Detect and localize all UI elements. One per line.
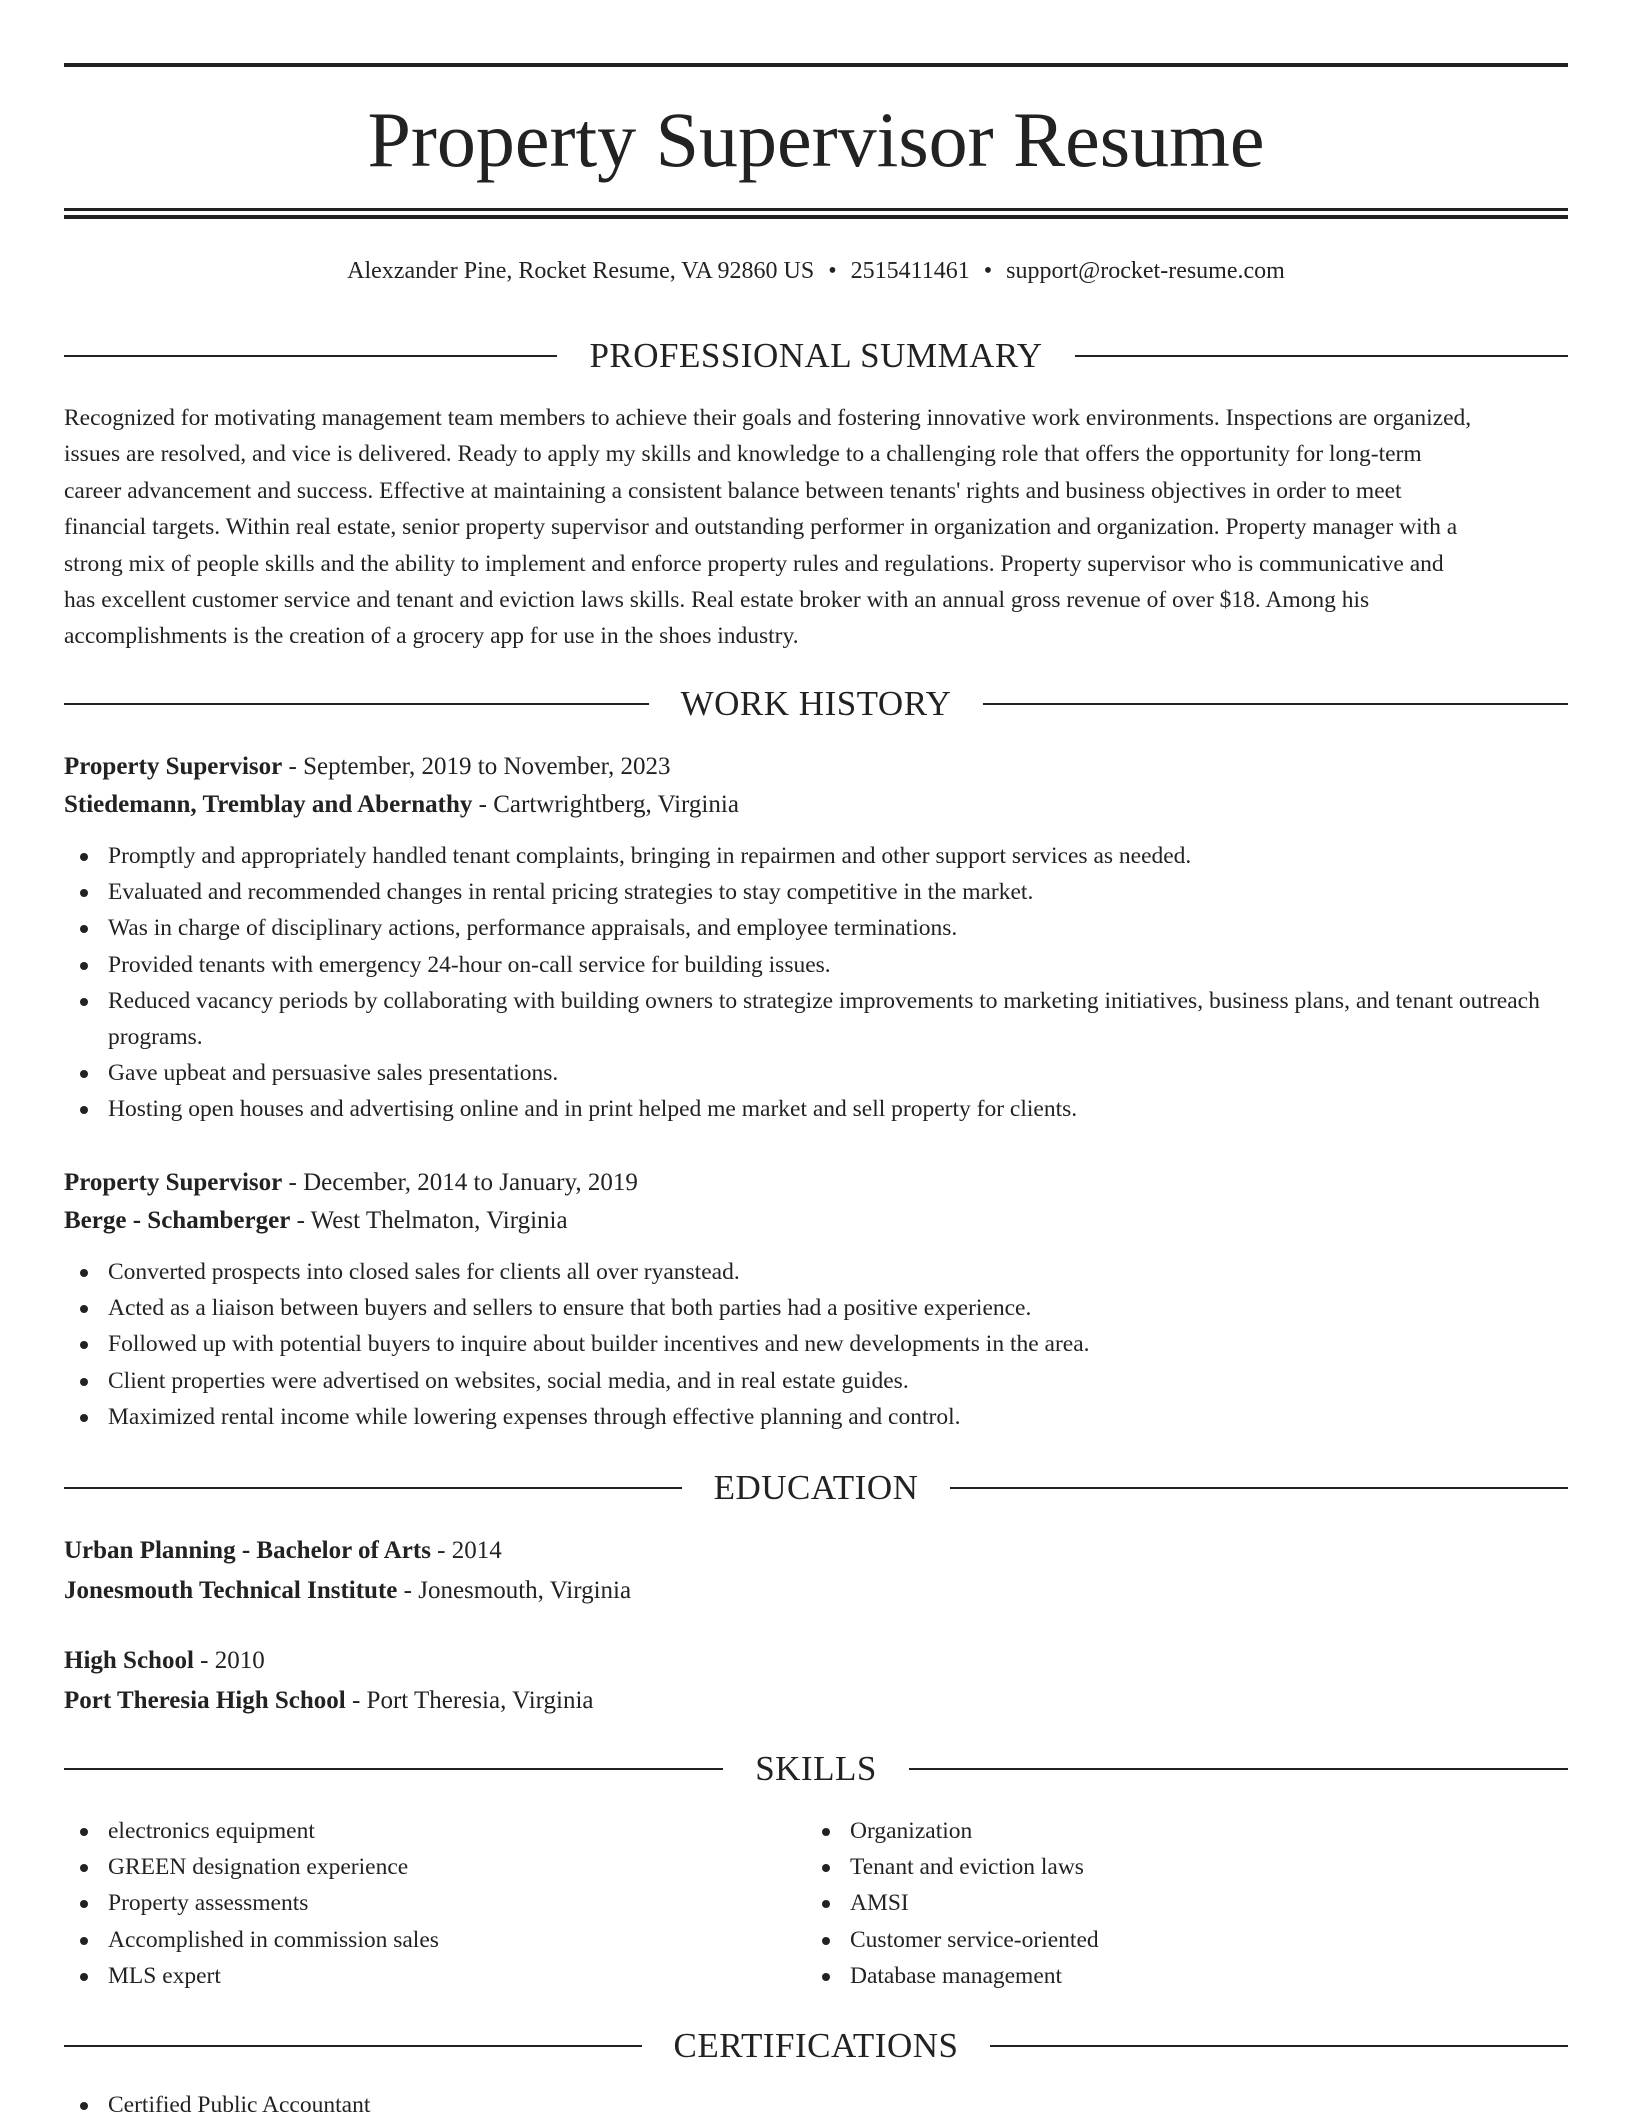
- list-item: Provided tenants with emergency 24-hour on-call service for building issues.: [64, 947, 1568, 983]
- job-title-line: [64, 1164, 1568, 1202]
- contact-email: support@rocket-resume.com: [1006, 258, 1285, 284]
- school-line: [64, 1572, 1568, 1610]
- job-dates: - September, 2019 to November, 2023: [282, 753, 671, 780]
- summary-line: career advancement and success. Effective at maintaining a consistent balance between tenants' rights and business objectives in order to meet: [64, 477, 1402, 504]
- list-item: Maximized rental income while lowering expenses through effective planning and control.: [64, 1399, 1568, 1435]
- degree: Urban Planning - Bachelor of Arts: [64, 1537, 431, 1564]
- list-item: Client properties were advertised on websites, social media, and in real estate guides.: [64, 1363, 1568, 1399]
- job-dates: - December, 2014 to January, 2019: [282, 1169, 638, 1196]
- contact-line: [64, 254, 1568, 288]
- section-heading-summary: [64, 334, 1568, 378]
- certifications-list: [64, 2087, 1568, 2123]
- list-item: Certified Public Accountant: [64, 2087, 1568, 2123]
- heading-rule: [983, 703, 1568, 705]
- heading-rule: [1075, 355, 1568, 357]
- list-item: Promptly and appropriately handled tenant complaints, bringing in repairmen and other support services as needed.: [64, 838, 1568, 874]
- job-title: Property Supervisor: [64, 753, 283, 780]
- job-location: - West Thelmaton, Virginia: [290, 1207, 568, 1234]
- heading-rule: [64, 355, 557, 357]
- degree-year: - 2014: [430, 1537, 502, 1564]
- summary-paragraph: [64, 400, 1568, 655]
- skills-list-left: [64, 1813, 806, 1994]
- list-item: Converted prospects into closed sales for clients all over ryanstead.: [64, 1254, 1568, 1290]
- summary-line: Recognized for motivating management team members to achieve their goals and fostering innovative work environments. Inspections are organized,: [64, 405, 1472, 431]
- title-double-rule: [64, 208, 1568, 219]
- contact-separator: •: [828, 258, 837, 284]
- job-entry: [64, 748, 1568, 1128]
- heading-rule: [64, 2045, 642, 2047]
- heading-rule: [990, 2045, 1568, 2047]
- summary-line: financial targets. Within real estate, senior property supervisor and outstanding performer in organization and organization. Property manager with a: [64, 514, 1458, 541]
- school-location: - Jonesmouth, Virginia: [397, 1577, 632, 1604]
- heading-rule: [950, 1487, 1568, 1489]
- list-item: Accomplished in commission sales: [64, 1922, 806, 1958]
- list-item: electronics equipment: [64, 1813, 806, 1849]
- list-item: Tenant and eviction laws: [806, 1849, 1548, 1885]
- list-item: GREEN designation experience: [64, 1849, 806, 1885]
- certifications-block: [64, 2087, 1568, 2123]
- job-title: Property Supervisor: [64, 1169, 283, 1196]
- degree-line: [64, 1532, 1568, 1570]
- skills-list-right: [806, 1813, 1548, 1994]
- section-title: SKILLS: [755, 1749, 877, 1788]
- summary-line: strong mix of people skills and the ability to implement and enforce property rules and regulations. Property supervisor who is communicative and: [64, 550, 1444, 577]
- heading-rule: [64, 1487, 682, 1489]
- list-item: Evaluated and recommended changes in rental pricing strategies to stay competitive in the market.: [64, 874, 1568, 910]
- section-heading-skills: [64, 1747, 1568, 1791]
- list-item: MLS expert: [64, 1958, 806, 1994]
- school-line: [64, 1682, 1568, 1720]
- list-item: Customer service-oriented: [806, 1922, 1548, 1958]
- top-rule: [64, 63, 1568, 67]
- skills-columns: [64, 1813, 1568, 1994]
- job-company-line: [64, 1202, 1568, 1240]
- degree-year: - 2010: [193, 1647, 265, 1674]
- school-location: - Port Theresia, Virginia: [345, 1687, 594, 1714]
- job-bullet-list: [64, 838, 1568, 1128]
- job-company: Stiedemann, Tremblay and Abernathy: [64, 791, 473, 818]
- section-title: CERTIFICATIONS: [673, 2026, 959, 2065]
- summary-line: has excellent customer service and tenant and eviction laws skills. Real estate broker with an annual gross revenue of over $18. Among his: [64, 587, 1370, 614]
- list-item: Acted as a liaison between buyers and sellers to ensure that both parties had a positive experience.: [64, 1290, 1568, 1326]
- list-item: Followed up with potential buyers to inquire about builder incentives and new developments in the area.: [64, 1326, 1568, 1362]
- section-heading-education: [64, 1466, 1568, 1510]
- education-entry: [64, 1532, 1568, 1610]
- heading-rule: [64, 703, 649, 705]
- contact-address: Alexzander Pine, Rocket Resume, VA 92860 US: [347, 258, 815, 284]
- job-location: - Cartwrightberg, Virginia: [472, 791, 739, 818]
- education-entry: [64, 1642, 1568, 1720]
- list-item: Reduced vacancy periods by collaborating with building owners to strategize improvements to marketing initiatives, business plans, and tenant outreach programs.: [64, 983, 1568, 1055]
- heading-rule: [909, 1768, 1568, 1770]
- summary-line: accomplishments is the creation of a grocery app for use in the shoes industry.: [64, 623, 799, 650]
- list-item: Organization: [806, 1813, 1548, 1849]
- heading-rule: [64, 1768, 723, 1770]
- section-title: EDUCATION: [713, 1468, 919, 1507]
- contact-phone: 2515411461: [850, 258, 970, 284]
- list-item: Hosting open houses and advertising online and in print helped me market and sell property for clients.: [64, 1091, 1568, 1127]
- degree-line: [64, 1642, 1568, 1680]
- list-item: Property assessments: [64, 1885, 806, 1921]
- section-title: WORK HISTORY: [680, 684, 952, 723]
- section-heading-work: [64, 682, 1568, 726]
- job-title-line: [64, 748, 1568, 786]
- school: Jonesmouth Technical Institute: [64, 1577, 398, 1604]
- job-company: Berge - Schamberger: [64, 1207, 291, 1234]
- page-title: Property Supervisor Resume: [367, 96, 1265, 183]
- school: Port Theresia High School: [64, 1687, 346, 1714]
- list-item: Gave upbeat and persuasive sales presentations.: [64, 1055, 1568, 1091]
- list-item: AMSI: [806, 1885, 1548, 1921]
- section-title: PROFESSIONAL SUMMARY: [589, 336, 1043, 375]
- list-item: Database management: [806, 1958, 1548, 1994]
- list-item: Was in charge of disciplinary actions, performance appraisals, and employee terminations.: [64, 910, 1568, 946]
- contact-separator: •: [983, 258, 993, 284]
- degree: High School: [64, 1647, 194, 1674]
- summary-line: issues are resolved, and vice is delivered. Ready to apply my skills and knowledge to a challenging role that offers the opportunity for long-term: [64, 441, 1422, 468]
- job-company-line: [64, 786, 1568, 824]
- job-bullet-list: [64, 1254, 1568, 1435]
- job-entry: [64, 1164, 1568, 1435]
- section-heading-certifications: [64, 2024, 1568, 2068]
